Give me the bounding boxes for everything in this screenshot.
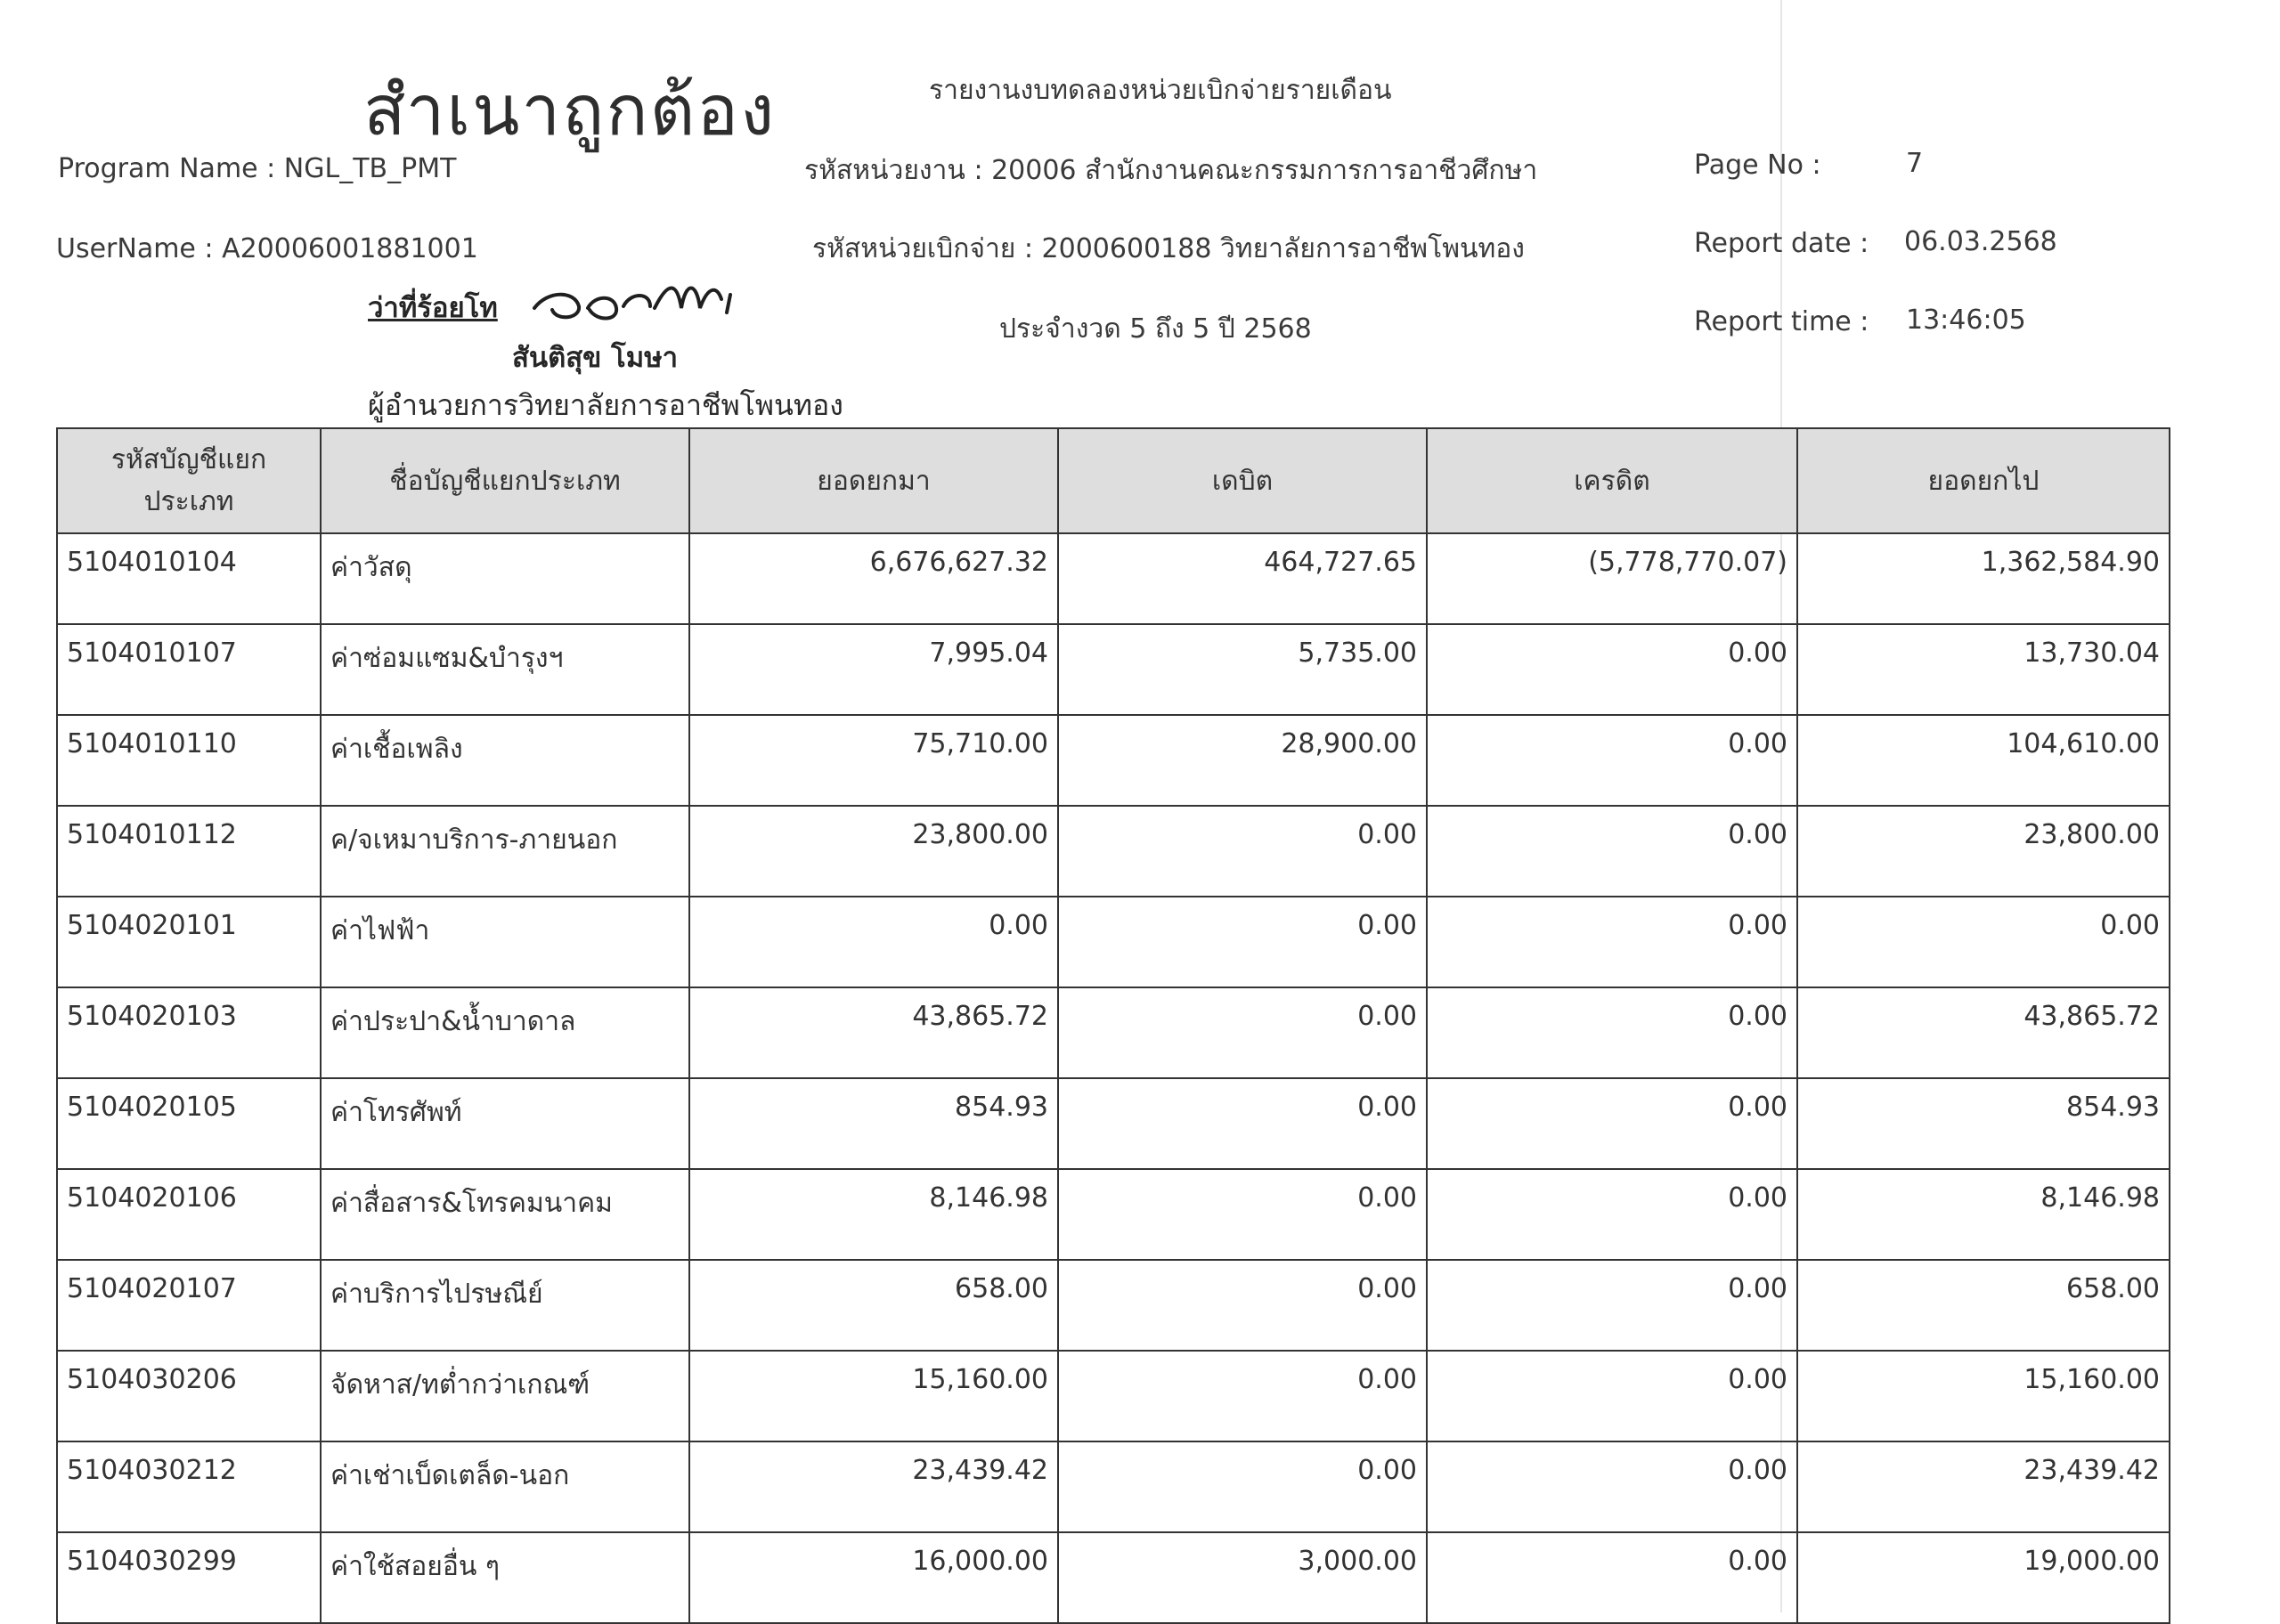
brought-forward: 23,800.00 bbox=[689, 806, 1058, 897]
header-brought-forward: ยอดยกมา bbox=[689, 428, 1058, 533]
header-carried-forward: ยอดยกไป bbox=[1797, 428, 2170, 533]
account-code: 5104020107 bbox=[57, 1260, 321, 1351]
credit: 0.00 bbox=[1427, 1532, 1797, 1623]
report-time: 13:46:05 bbox=[1906, 304, 2026, 336]
table-row bbox=[57, 624, 2170, 715]
credit: 0.00 bbox=[1427, 1169, 1797, 1260]
signer-rank: ว่าที่ร้อยโท bbox=[368, 292, 498, 324]
table-row bbox=[57, 1351, 2170, 1441]
table-row bbox=[57, 1078, 2170, 1169]
report-time-label: Report time : bbox=[1694, 306, 1869, 337]
carried-forward: 658.00 bbox=[1797, 1260, 2170, 1351]
account-name: ค่าวัสดุ bbox=[321, 533, 689, 624]
page-no-label: Page No : bbox=[1694, 150, 1821, 181]
carried-forward: 8,146.98 bbox=[1797, 1169, 2170, 1260]
credit: 0.00 bbox=[1427, 715, 1797, 806]
trial-balance-table bbox=[56, 427, 2170, 1624]
account-name: จัดหาส/ทต่ำกว่าเกณฑ์ bbox=[321, 1351, 689, 1441]
account-name: ค่าเช่าเบ็ดเตล็ด-นอก bbox=[321, 1441, 689, 1532]
debit: 464,727.65 bbox=[1058, 533, 1427, 624]
report-date-label: Report date : bbox=[1694, 228, 1869, 259]
debit: 0.00 bbox=[1058, 1078, 1427, 1169]
account-name: ค่าสื่อสาร&โทรคมนาคม bbox=[321, 1169, 689, 1260]
credit: 0.00 bbox=[1427, 1351, 1797, 1441]
brought-forward: 854.93 bbox=[689, 1078, 1058, 1169]
brought-forward: 16,000.00 bbox=[689, 1532, 1058, 1623]
account-name: ค่าไฟฟ้า bbox=[321, 897, 689, 987]
header-credit: เครดิต bbox=[1427, 428, 1797, 533]
credit: 0.00 bbox=[1427, 624, 1797, 715]
credit: 0.00 bbox=[1427, 897, 1797, 987]
signer-position: ผู้อำนวยการวิทยาลัยการอาชีพโพนทอง bbox=[368, 388, 843, 422]
table-row bbox=[57, 897, 2170, 987]
brought-forward: 6,676,627.32 bbox=[689, 533, 1058, 624]
carried-forward: 1,362,584.90 bbox=[1797, 533, 2170, 624]
account-code: 5104010110 bbox=[57, 715, 321, 806]
table-row bbox=[57, 806, 2170, 897]
account-code: 5104020103 bbox=[57, 987, 321, 1078]
brought-forward: 0.00 bbox=[689, 897, 1058, 987]
header-account-name: ชื่อบัญชีแยกประเภท bbox=[321, 428, 689, 533]
carried-forward: 23,800.00 bbox=[1797, 806, 2170, 897]
table-row bbox=[57, 533, 2170, 624]
table-row bbox=[57, 1532, 2170, 1623]
debit: 28,900.00 bbox=[1058, 715, 1427, 806]
report-date: 06.03.2568 bbox=[1904, 226, 2057, 257]
credit: 0.00 bbox=[1427, 1260, 1797, 1351]
brought-forward: 23,439.42 bbox=[689, 1441, 1058, 1532]
account-name: ค่าบริการไปรษณีย์ bbox=[321, 1260, 689, 1351]
credit: 0.00 bbox=[1427, 1441, 1797, 1532]
table-row bbox=[57, 715, 2170, 806]
credit: 0.00 bbox=[1427, 1078, 1797, 1169]
account-name: ค/จเหมาบริการ-ภายนอก bbox=[321, 806, 689, 897]
carried-forward: 19,000.00 bbox=[1797, 1532, 2170, 1623]
program-name: Program Name : NGL_TB_PMT bbox=[58, 153, 457, 184]
table-row bbox=[57, 987, 2170, 1078]
report-title: รายงานงบทดลองหน่วยเบิกจ่ายรายเดือน bbox=[929, 75, 1392, 106]
table-row bbox=[57, 1169, 2170, 1260]
account-code: 5104030206 bbox=[57, 1351, 321, 1441]
carried-forward: 13,730.04 bbox=[1797, 624, 2170, 715]
carried-forward: 43,865.72 bbox=[1797, 987, 2170, 1078]
credit: 0.00 bbox=[1427, 987, 1797, 1078]
account-code: 5104020105 bbox=[57, 1078, 321, 1169]
debit: 0.00 bbox=[1058, 1441, 1427, 1532]
debit: 0.00 bbox=[1058, 1169, 1427, 1260]
account-code: 5104030212 bbox=[57, 1441, 321, 1532]
table-row bbox=[57, 1260, 2170, 1351]
account-name: ค่าโทรศัพท์ bbox=[321, 1078, 689, 1169]
debit: 0.00 bbox=[1058, 897, 1427, 987]
debit: 0.00 bbox=[1058, 806, 1427, 897]
account-name: ค่าประปา&น้ำบาดาล bbox=[321, 987, 689, 1078]
account-name: ค่าใช้สอยอื่น ๆ bbox=[321, 1532, 689, 1623]
debit: 3,000.00 bbox=[1058, 1532, 1427, 1623]
account-code: 5104010112 bbox=[57, 806, 321, 897]
credit: (5,778,770.07) bbox=[1427, 533, 1797, 624]
debit: 5,735.00 bbox=[1058, 624, 1427, 715]
account-name: ค่าซ่อมแซม&บำรุงฯ bbox=[321, 624, 689, 715]
carried-forward: 15,160.00 bbox=[1797, 1351, 2170, 1441]
brought-forward: 8,146.98 bbox=[689, 1169, 1058, 1260]
handwritten-signature bbox=[525, 272, 766, 335]
account-code: 5104020101 bbox=[57, 897, 321, 987]
user-name: UserName : A20006001881001 bbox=[56, 233, 478, 264]
period: ประจำงวด 5 ถึง 5 ปี 2568 bbox=[999, 313, 1312, 345]
debit: 0.00 bbox=[1058, 1351, 1427, 1441]
credit: 0.00 bbox=[1427, 806, 1797, 897]
account-code: 5104020106 bbox=[57, 1169, 321, 1260]
header-debit: เดบิต bbox=[1058, 428, 1427, 533]
account-code: 5104030299 bbox=[57, 1532, 321, 1623]
disbursing-unit: รหัสหน่วยเบิกจ่าย : 2000600188 วิทยาลัยการอาชีพโพนทอง bbox=[812, 233, 1525, 264]
agency-code: รหัสหน่วยงาน : 20006 สำนักงานคณะกรรมการการอาชีวศึกษา bbox=[804, 155, 1538, 186]
carried-forward: 0.00 bbox=[1797, 897, 2170, 987]
brought-forward: 75,710.00 bbox=[689, 715, 1058, 806]
page-no: 7 bbox=[1906, 148, 1924, 179]
debit: 0.00 bbox=[1058, 1260, 1427, 1351]
brought-forward: 658.00 bbox=[689, 1260, 1058, 1351]
header-account-code: รหัสบัญชีแยกประเภท bbox=[57, 428, 321, 533]
brought-forward: 7,995.04 bbox=[689, 624, 1058, 715]
account-code: 5104010104 bbox=[57, 533, 321, 624]
table-row bbox=[57, 1441, 2170, 1532]
signer-name: สันติสุข โมษา bbox=[512, 342, 679, 374]
carried-forward: 23,439.42 bbox=[1797, 1441, 2170, 1532]
brought-forward: 43,865.72 bbox=[689, 987, 1058, 1078]
account-name: ค่าเชื้อเพลิง bbox=[321, 715, 689, 806]
account-code: 5104010107 bbox=[57, 624, 321, 715]
table-header-row bbox=[57, 428, 2170, 533]
debit: 0.00 bbox=[1058, 987, 1427, 1078]
certified-copy-stamp: สำเนาถูกต้อง bbox=[363, 71, 777, 151]
brought-forward: 15,160.00 bbox=[689, 1351, 1058, 1441]
carried-forward: 854.93 bbox=[1797, 1078, 2170, 1169]
carried-forward: 104,610.00 bbox=[1797, 715, 2170, 806]
